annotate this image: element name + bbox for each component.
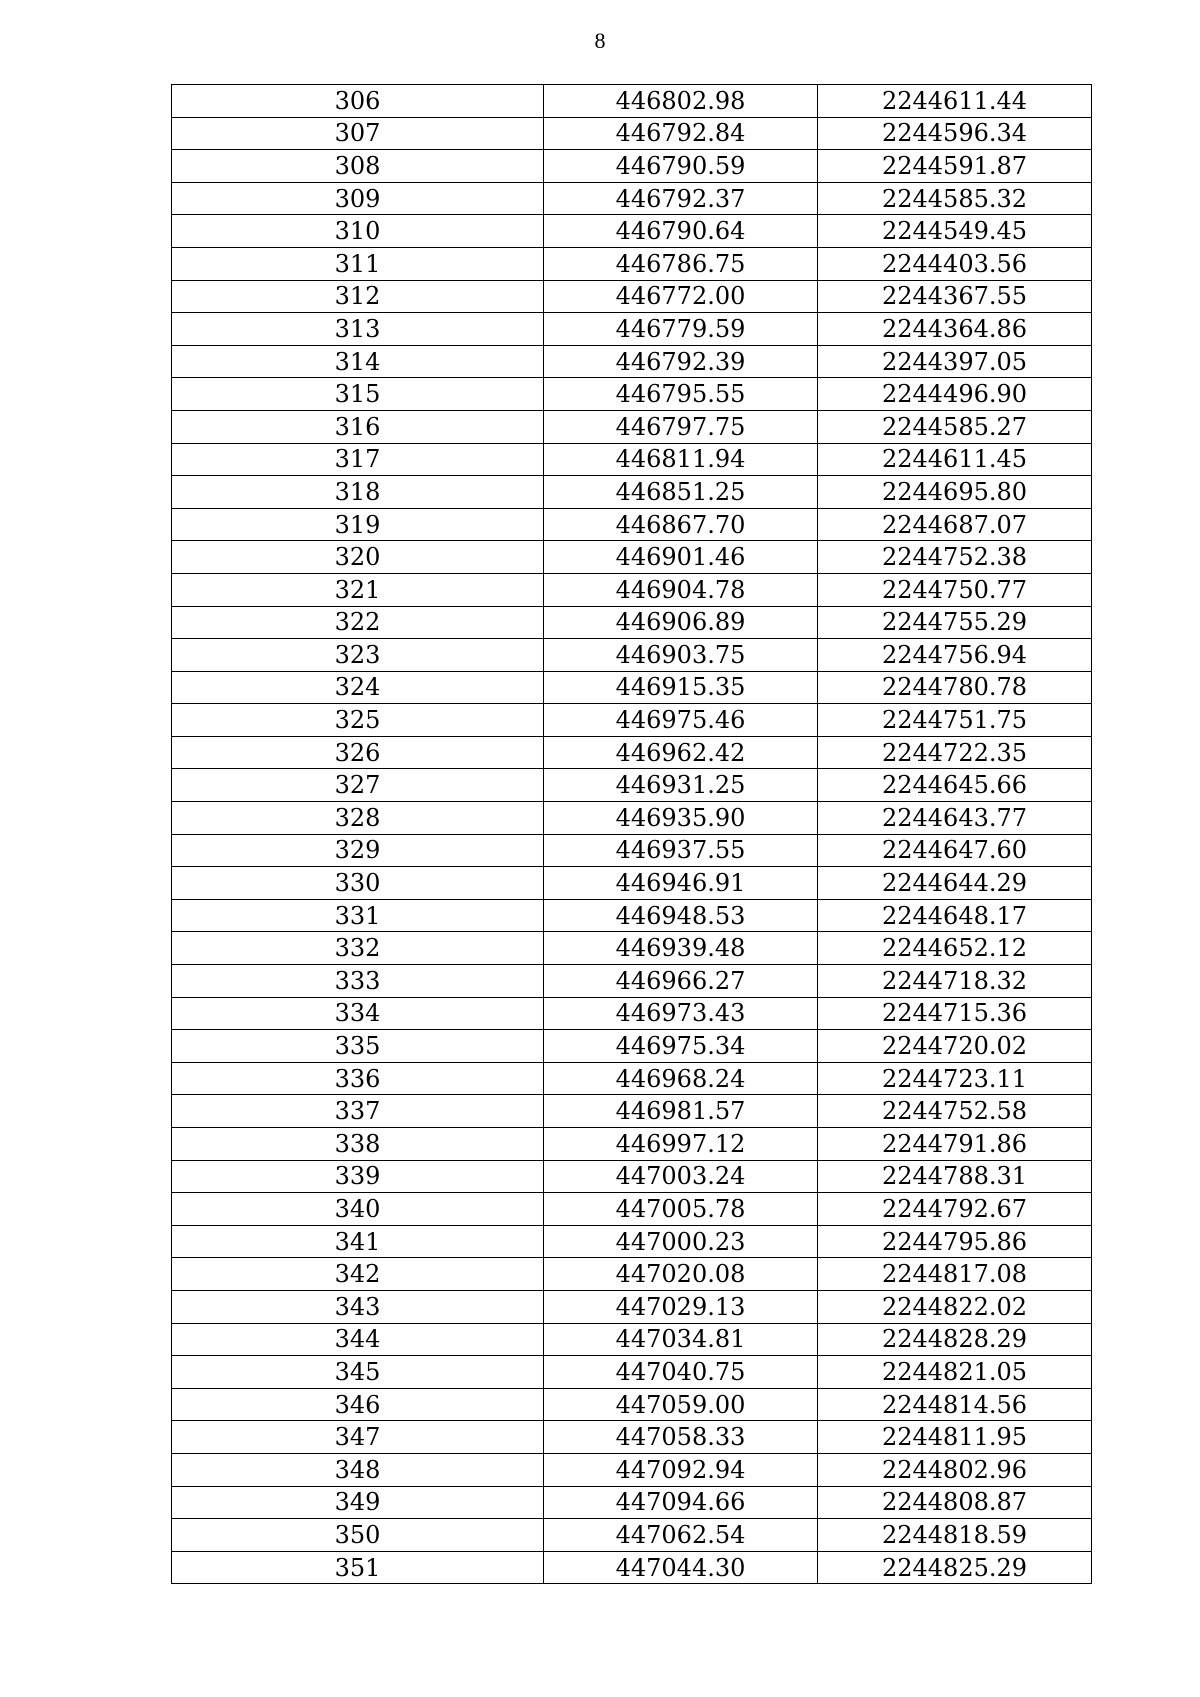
table-row: [172, 541, 1092, 574]
y-coordinate-cell: 2244718.32: [818, 965, 1092, 998]
x-coordinate-cell: 446901.46: [544, 541, 818, 574]
y-coordinate-cell: 2244795.86: [818, 1225, 1092, 1258]
x-coordinate-cell: 447062.54: [544, 1519, 818, 1552]
table-row: [172, 410, 1092, 443]
point-number-cell: 311: [172, 247, 544, 280]
y-coordinate-cell: 2244644.29: [818, 867, 1092, 900]
table-row: [172, 1323, 1092, 1356]
y-coordinate-cell: 2244722.35: [818, 736, 1092, 769]
table-row: [172, 280, 1092, 313]
y-coordinate-cell: 2244496.90: [818, 378, 1092, 411]
x-coordinate-cell: 446931.25: [544, 769, 818, 802]
x-coordinate-cell: 446937.55: [544, 834, 818, 867]
table-row: [172, 671, 1092, 704]
point-number-cell: 323: [172, 639, 544, 672]
y-coordinate-cell: 2244648.17: [818, 899, 1092, 932]
point-number-cell: 326: [172, 736, 544, 769]
y-coordinate-cell: 2244791.86: [818, 1128, 1092, 1161]
y-coordinate-cell: 2244403.56: [818, 247, 1092, 280]
y-coordinate-cell: 2244397.05: [818, 345, 1092, 378]
point-number-cell: 309: [172, 182, 544, 215]
point-number-cell: 328: [172, 802, 544, 835]
point-number-cell: 348: [172, 1453, 544, 1486]
point-number-cell: 334: [172, 997, 544, 1030]
x-coordinate-cell: 447040.75: [544, 1356, 818, 1389]
x-coordinate-cell: 446939.48: [544, 932, 818, 965]
y-coordinate-cell: 2244788.31: [818, 1160, 1092, 1193]
y-coordinate-cell: 2244715.36: [818, 997, 1092, 1030]
x-coordinate-cell: 446975.34: [544, 1030, 818, 1063]
table-row: [172, 834, 1092, 867]
y-coordinate-cell: 2244611.44: [818, 85, 1092, 118]
point-number-cell: 346: [172, 1388, 544, 1421]
table-row: [172, 1486, 1092, 1519]
point-number-cell: 329: [172, 834, 544, 867]
x-coordinate-cell: 446772.00: [544, 280, 818, 313]
y-coordinate-cell: 2244792.67: [818, 1193, 1092, 1226]
point-number-cell: 316: [172, 410, 544, 443]
table-row: [172, 802, 1092, 835]
x-coordinate-cell: 447034.81: [544, 1323, 818, 1356]
x-coordinate-cell: 446867.70: [544, 508, 818, 541]
point-number-cell: 317: [172, 443, 544, 476]
table-row: [172, 932, 1092, 965]
table-row: [172, 247, 1092, 280]
table-row: [172, 1062, 1092, 1095]
y-coordinate-cell: 2244720.02: [818, 1030, 1092, 1063]
x-coordinate-cell: 446795.55: [544, 378, 818, 411]
x-coordinate-cell: 447020.08: [544, 1258, 818, 1291]
table-row: [172, 150, 1092, 183]
point-number-cell: 308: [172, 150, 544, 183]
x-coordinate-cell: 447003.24: [544, 1160, 818, 1193]
x-coordinate-cell: 446966.27: [544, 965, 818, 998]
table-row: [172, 1258, 1092, 1291]
x-coordinate-cell: 446802.98: [544, 85, 818, 118]
y-coordinate-cell: 2244687.07: [818, 508, 1092, 541]
table-row: [172, 1519, 1092, 1552]
point-number-cell: 340: [172, 1193, 544, 1226]
table-row: [172, 1095, 1092, 1128]
y-coordinate-cell: 2244364.86: [818, 313, 1092, 346]
x-coordinate-cell: 446948.53: [544, 899, 818, 932]
point-number-cell: 310: [172, 215, 544, 248]
y-coordinate-cell: 2244643.77: [818, 802, 1092, 835]
x-coordinate-cell: 447092.94: [544, 1453, 818, 1486]
table-row: [172, 1128, 1092, 1161]
y-coordinate-cell: 2244695.80: [818, 476, 1092, 509]
point-number-cell: 333: [172, 965, 544, 998]
point-number-cell: 351: [172, 1551, 544, 1584]
y-coordinate-cell: 2244596.34: [818, 117, 1092, 150]
table-row: [172, 508, 1092, 541]
table-row: [172, 117, 1092, 150]
x-coordinate-cell: 446935.90: [544, 802, 818, 835]
point-number-cell: 325: [172, 704, 544, 737]
point-number-cell: 321: [172, 573, 544, 606]
y-coordinate-cell: 2244822.02: [818, 1290, 1092, 1323]
y-coordinate-cell: 2244802.96: [818, 1453, 1092, 1486]
y-coordinate-cell: 2244751.75: [818, 704, 1092, 737]
x-coordinate-cell: 446997.12: [544, 1128, 818, 1161]
table-row: [172, 85, 1092, 118]
y-coordinate-cell: 2244780.78: [818, 671, 1092, 704]
x-coordinate-cell: 447044.30: [544, 1551, 818, 1584]
x-coordinate-cell: 447058.33: [544, 1421, 818, 1454]
y-coordinate-cell: 2244752.58: [818, 1095, 1092, 1128]
x-coordinate-cell: 447059.00: [544, 1388, 818, 1421]
table-row: [172, 313, 1092, 346]
table-row: [172, 1421, 1092, 1454]
table-row: [172, 378, 1092, 411]
point-number-cell: 350: [172, 1519, 544, 1552]
point-number-cell: 322: [172, 606, 544, 639]
y-coordinate-cell: 2244750.77: [818, 573, 1092, 606]
x-coordinate-cell: 447029.13: [544, 1290, 818, 1323]
table-row: [172, 965, 1092, 998]
y-coordinate-cell: 2244817.08: [818, 1258, 1092, 1291]
x-coordinate-cell: 446975.46: [544, 704, 818, 737]
point-number-cell: 331: [172, 899, 544, 932]
point-number-cell: 315: [172, 378, 544, 411]
coordinates-table-body: [172, 85, 1092, 1584]
point-number-cell: 318: [172, 476, 544, 509]
x-coordinate-cell: 446792.39: [544, 345, 818, 378]
point-number-cell: 337: [172, 1095, 544, 1128]
x-coordinate-cell: 446946.91: [544, 867, 818, 900]
y-coordinate-cell: 2244585.27: [818, 410, 1092, 443]
y-coordinate-cell: 2244611.45: [818, 443, 1092, 476]
table-row: [172, 639, 1092, 672]
x-coordinate-cell: 446811.94: [544, 443, 818, 476]
x-coordinate-cell: 446792.37: [544, 182, 818, 215]
x-coordinate-cell: 446962.42: [544, 736, 818, 769]
x-coordinate-cell: 446797.75: [544, 410, 818, 443]
point-number-cell: 349: [172, 1486, 544, 1519]
point-number-cell: 320: [172, 541, 544, 574]
x-coordinate-cell: 446851.25: [544, 476, 818, 509]
x-coordinate-cell: 446790.64: [544, 215, 818, 248]
table-row: [172, 1193, 1092, 1226]
point-number-cell: 344: [172, 1323, 544, 1356]
table-row: [172, 1290, 1092, 1323]
x-coordinate-cell: 446790.59: [544, 150, 818, 183]
y-coordinate-cell: 2244585.32: [818, 182, 1092, 215]
point-number-cell: 338: [172, 1128, 544, 1161]
x-coordinate-cell: 446792.84: [544, 117, 818, 150]
point-number-cell: 319: [172, 508, 544, 541]
y-coordinate-cell: 2244756.94: [818, 639, 1092, 672]
table-row: [172, 769, 1092, 802]
table-row: [172, 345, 1092, 378]
table-row: [172, 1030, 1092, 1063]
table-row: [172, 1160, 1092, 1193]
y-coordinate-cell: 2244367.55: [818, 280, 1092, 313]
coordinates-table: [171, 84, 1092, 1584]
x-coordinate-cell: 446968.24: [544, 1062, 818, 1095]
y-coordinate-cell: 2244818.59: [818, 1519, 1092, 1552]
page-number: 8: [594, 28, 606, 53]
y-coordinate-cell: 2244808.87: [818, 1486, 1092, 1519]
y-coordinate-cell: 2244723.11: [818, 1062, 1092, 1095]
y-coordinate-cell: 2244752.38: [818, 541, 1092, 574]
point-number-cell: 342: [172, 1258, 544, 1291]
y-coordinate-cell: 2244647.60: [818, 834, 1092, 867]
table-row: [172, 573, 1092, 606]
table-row: [172, 899, 1092, 932]
table-row: [172, 1356, 1092, 1389]
point-number-cell: 313: [172, 313, 544, 346]
y-coordinate-cell: 2244828.29: [818, 1323, 1092, 1356]
table-row: [172, 476, 1092, 509]
x-coordinate-cell: 446906.89: [544, 606, 818, 639]
table-row: [172, 867, 1092, 900]
y-coordinate-cell: 2244652.12: [818, 932, 1092, 965]
point-number-cell: 332: [172, 932, 544, 965]
point-number-cell: 314: [172, 345, 544, 378]
point-number-cell: 307: [172, 117, 544, 150]
x-coordinate-cell: 447005.78: [544, 1193, 818, 1226]
x-coordinate-cell: 446915.35: [544, 671, 818, 704]
table-row: [172, 215, 1092, 248]
x-coordinate-cell: 446981.57: [544, 1095, 818, 1128]
table-row: [172, 1225, 1092, 1258]
y-coordinate-cell: 2244755.29: [818, 606, 1092, 639]
table-row: [172, 182, 1092, 215]
point-number-cell: 347: [172, 1421, 544, 1454]
table-row: [172, 1388, 1092, 1421]
x-coordinate-cell: 446779.59: [544, 313, 818, 346]
y-coordinate-cell: 2244645.66: [818, 769, 1092, 802]
table-row: [172, 997, 1092, 1030]
table-row: [172, 443, 1092, 476]
point-number-cell: 327: [172, 769, 544, 802]
point-number-cell: 336: [172, 1062, 544, 1095]
point-number-cell: 312: [172, 280, 544, 313]
point-number-cell: 339: [172, 1160, 544, 1193]
y-coordinate-cell: 2244825.29: [818, 1551, 1092, 1584]
table-row: [172, 736, 1092, 769]
y-coordinate-cell: 2244549.45: [818, 215, 1092, 248]
x-coordinate-cell: 447000.23: [544, 1225, 818, 1258]
x-coordinate-cell: 446904.78: [544, 573, 818, 606]
point-number-cell: 343: [172, 1290, 544, 1323]
y-coordinate-cell: 2244591.87: [818, 150, 1092, 183]
table-row: [172, 1551, 1092, 1584]
x-coordinate-cell: 446786.75: [544, 247, 818, 280]
point-number-cell: 330: [172, 867, 544, 900]
point-number-cell: 324: [172, 671, 544, 704]
point-number-cell: 335: [172, 1030, 544, 1063]
point-number-cell: 341: [172, 1225, 544, 1258]
y-coordinate-cell: 2244814.56: [818, 1388, 1092, 1421]
point-number-cell: 345: [172, 1356, 544, 1389]
x-coordinate-cell: 447094.66: [544, 1486, 818, 1519]
point-number-cell: 306: [172, 85, 544, 118]
y-coordinate-cell: 2244811.95: [818, 1421, 1092, 1454]
table-row: [172, 1453, 1092, 1486]
y-coordinate-cell: 2244821.05: [818, 1356, 1092, 1389]
table-row: [172, 704, 1092, 737]
x-coordinate-cell: 446903.75: [544, 639, 818, 672]
table-row: [172, 606, 1092, 639]
x-coordinate-cell: 446973.43: [544, 997, 818, 1030]
